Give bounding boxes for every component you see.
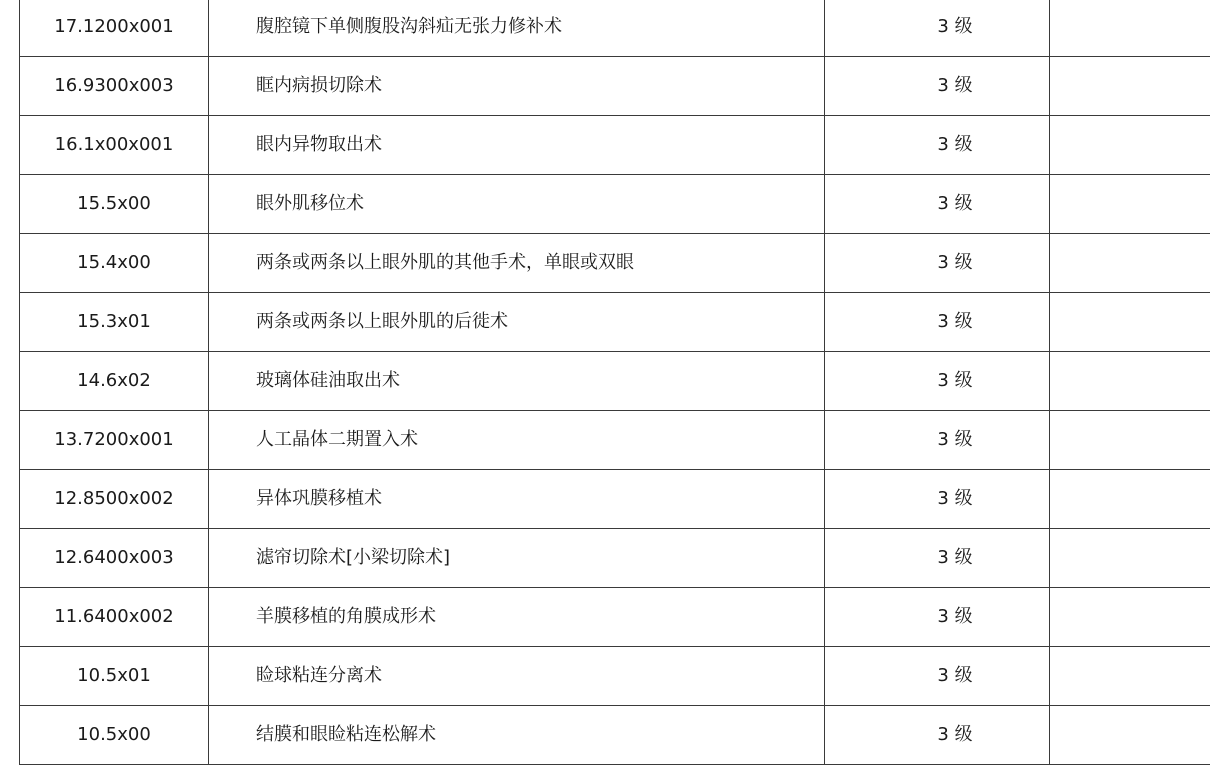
procedure-name-cell: 羊膜移植的角膜成形术 <box>209 588 825 647</box>
procedure-code-cell: 14.6x02 <box>20 352 209 411</box>
table-row <box>20 588 1210 647</box>
empty-cell <box>1050 411 1210 470</box>
procedure-name-cell: 异体巩膜移植术 <box>209 470 825 529</box>
procedure-level-cell: 3 级 <box>825 352 1050 411</box>
procedure-name-cell: 眼外肌移位术 <box>209 175 825 234</box>
procedure-code-cell: 12.8500x002 <box>20 470 209 529</box>
empty-cell <box>1050 588 1210 647</box>
empty-cell <box>1050 706 1210 765</box>
procedure-level-cell: 3 级 <box>825 57 1050 116</box>
procedure-name-cell: 两条或两条以上眼外肌的其他手术，单眼或双眼 <box>209 234 825 293</box>
procedure-code-cell: 17.1200x001 <box>20 0 209 57</box>
empty-cell <box>1050 529 1210 588</box>
empty-cell <box>1050 116 1210 175</box>
procedure-level-cell: 3 级 <box>825 293 1050 352</box>
table-row <box>20 175 1210 234</box>
procedure-code-cell: 12.6400x003 <box>20 529 209 588</box>
procedure-level-cell: 3 级 <box>825 470 1050 529</box>
procedure-table <box>19 0 1210 765</box>
table-row <box>20 411 1210 470</box>
procedure-name-cell: 玻璃体硅油取出术 <box>209 352 825 411</box>
empty-cell <box>1050 352 1210 411</box>
empty-cell <box>1050 234 1210 293</box>
table-row <box>20 529 1210 588</box>
procedure-name-cell: 眶内病损切除术 <box>209 57 825 116</box>
empty-cell <box>1050 470 1210 529</box>
table-row <box>20 470 1210 529</box>
table-row <box>20 116 1210 175</box>
table-row <box>20 647 1210 706</box>
procedure-code-cell: 10.5x00 <box>20 706 209 765</box>
empty-cell <box>1050 647 1210 706</box>
empty-cell <box>1050 175 1210 234</box>
procedure-name-cell: 滤帘切除术[小梁切除术] <box>209 529 825 588</box>
table-row <box>20 352 1210 411</box>
procedure-table-body <box>20 0 1210 765</box>
procedure-code-cell: 11.6400x002 <box>20 588 209 647</box>
procedure-name-cell: 结膜和眼睑粘连松解术 <box>209 706 825 765</box>
procedure-code-cell: 15.5x00 <box>20 175 209 234</box>
procedure-code-cell: 16.1x00x001 <box>20 116 209 175</box>
procedure-code-cell: 13.7200x001 <box>20 411 209 470</box>
table-row <box>20 293 1210 352</box>
procedure-code-cell: 16.9300x003 <box>20 57 209 116</box>
procedure-level-cell: 3 级 <box>825 588 1050 647</box>
table-row <box>20 234 1210 293</box>
procedure-level-cell: 3 级 <box>825 411 1050 470</box>
procedure-level-cell: 3 级 <box>825 0 1050 57</box>
empty-cell <box>1050 57 1210 116</box>
procedure-name-cell: 腹腔镜下单侧腹股沟斜疝无张力修补术 <box>209 0 825 57</box>
table-row <box>20 706 1210 765</box>
procedure-code-cell: 10.5x01 <box>20 647 209 706</box>
procedure-name-cell: 人工晶体二期置入术 <box>209 411 825 470</box>
procedure-code-cell: 15.4x00 <box>20 234 209 293</box>
procedure-level-cell: 3 级 <box>825 234 1050 293</box>
empty-cell <box>1050 293 1210 352</box>
procedure-level-cell: 3 级 <box>825 529 1050 588</box>
procedure-name-cell: 两条或两条以上眼外肌的后徙术 <box>209 293 825 352</box>
table-row <box>20 57 1210 116</box>
procedure-name-cell: 睑球粘连分离术 <box>209 647 825 706</box>
procedure-level-cell: 3 级 <box>825 175 1050 234</box>
procedure-name-cell: 眼内异物取出术 <box>209 116 825 175</box>
table-row <box>20 0 1210 57</box>
procedure-code-cell: 15.3x01 <box>20 293 209 352</box>
procedure-level-cell: 3 级 <box>825 706 1050 765</box>
procedure-level-cell: 3 级 <box>825 647 1050 706</box>
empty-cell <box>1050 0 1210 57</box>
procedure-level-cell: 3 级 <box>825 116 1050 175</box>
